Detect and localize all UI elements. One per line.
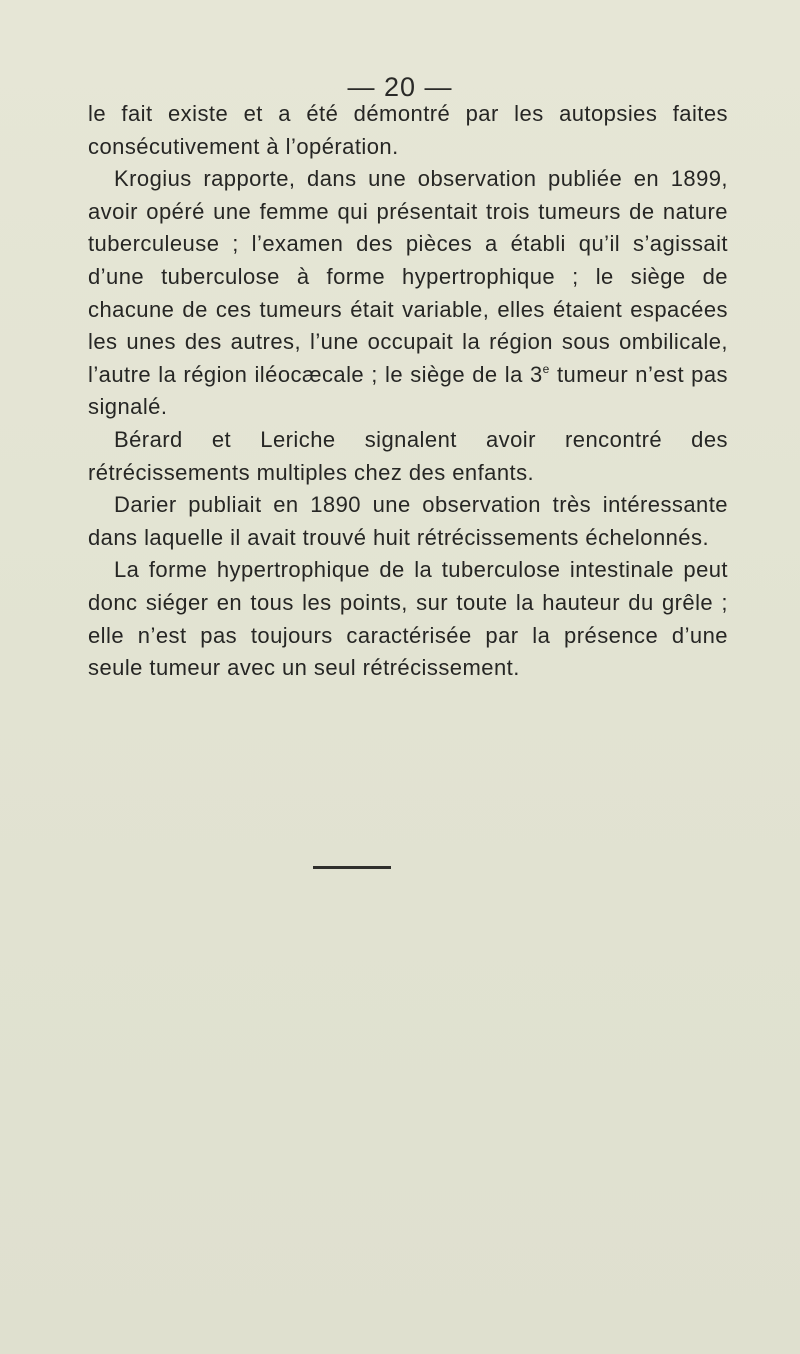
paragraph-2-tail: tumeur n’est pas signalé. (88, 361, 729, 420)
paragraph-2-text: Krogius rapporte, dans une observation publiée en 1899, avoir opéré une femme qui présentait trois tumeurs de nature tuberculeuse ; l’examen des pièces a établi qu’il s’agissait d’une tuberculose à forme hypertrophique ; le siège de chacune de ces tumeurs était variable, elles étaient espacées les unes des autres, l’une occupait la région sous ombilicale, l’autre la région iléocæcale ; le siège de la 3 (88, 166, 728, 387)
paragraph-1: le fait existe et a été démontré par les autopsies faites consécutivement à l’opération. (88, 101, 728, 159)
ordinal-superscript: e (542, 361, 550, 376)
body-text (88, 98, 728, 685)
paragraph-5: La forme hypertrophique de la tuberculose intestinale peut donc siéger en tous les points, sur toute la hauteur du grêle ; elle n’est pas toujours caractérisée par la présence d’une seule tumeur avec un seul rétrécissement. (88, 557, 728, 681)
paragraph-3: Bérard et Leriche signalent avoir rencontré des rétrécissements multiples chez des enfants. (88, 426, 728, 485)
section-end-rule (313, 866, 391, 869)
paragraph-4: Darier publiait en 1890 une observation très intéressante dans laquelle il avait trouvé huit rétrécissements échelonnés. (88, 492, 728, 550)
page-number: — 20 — (347, 72, 453, 102)
paragraph-2 (88, 163, 728, 424)
